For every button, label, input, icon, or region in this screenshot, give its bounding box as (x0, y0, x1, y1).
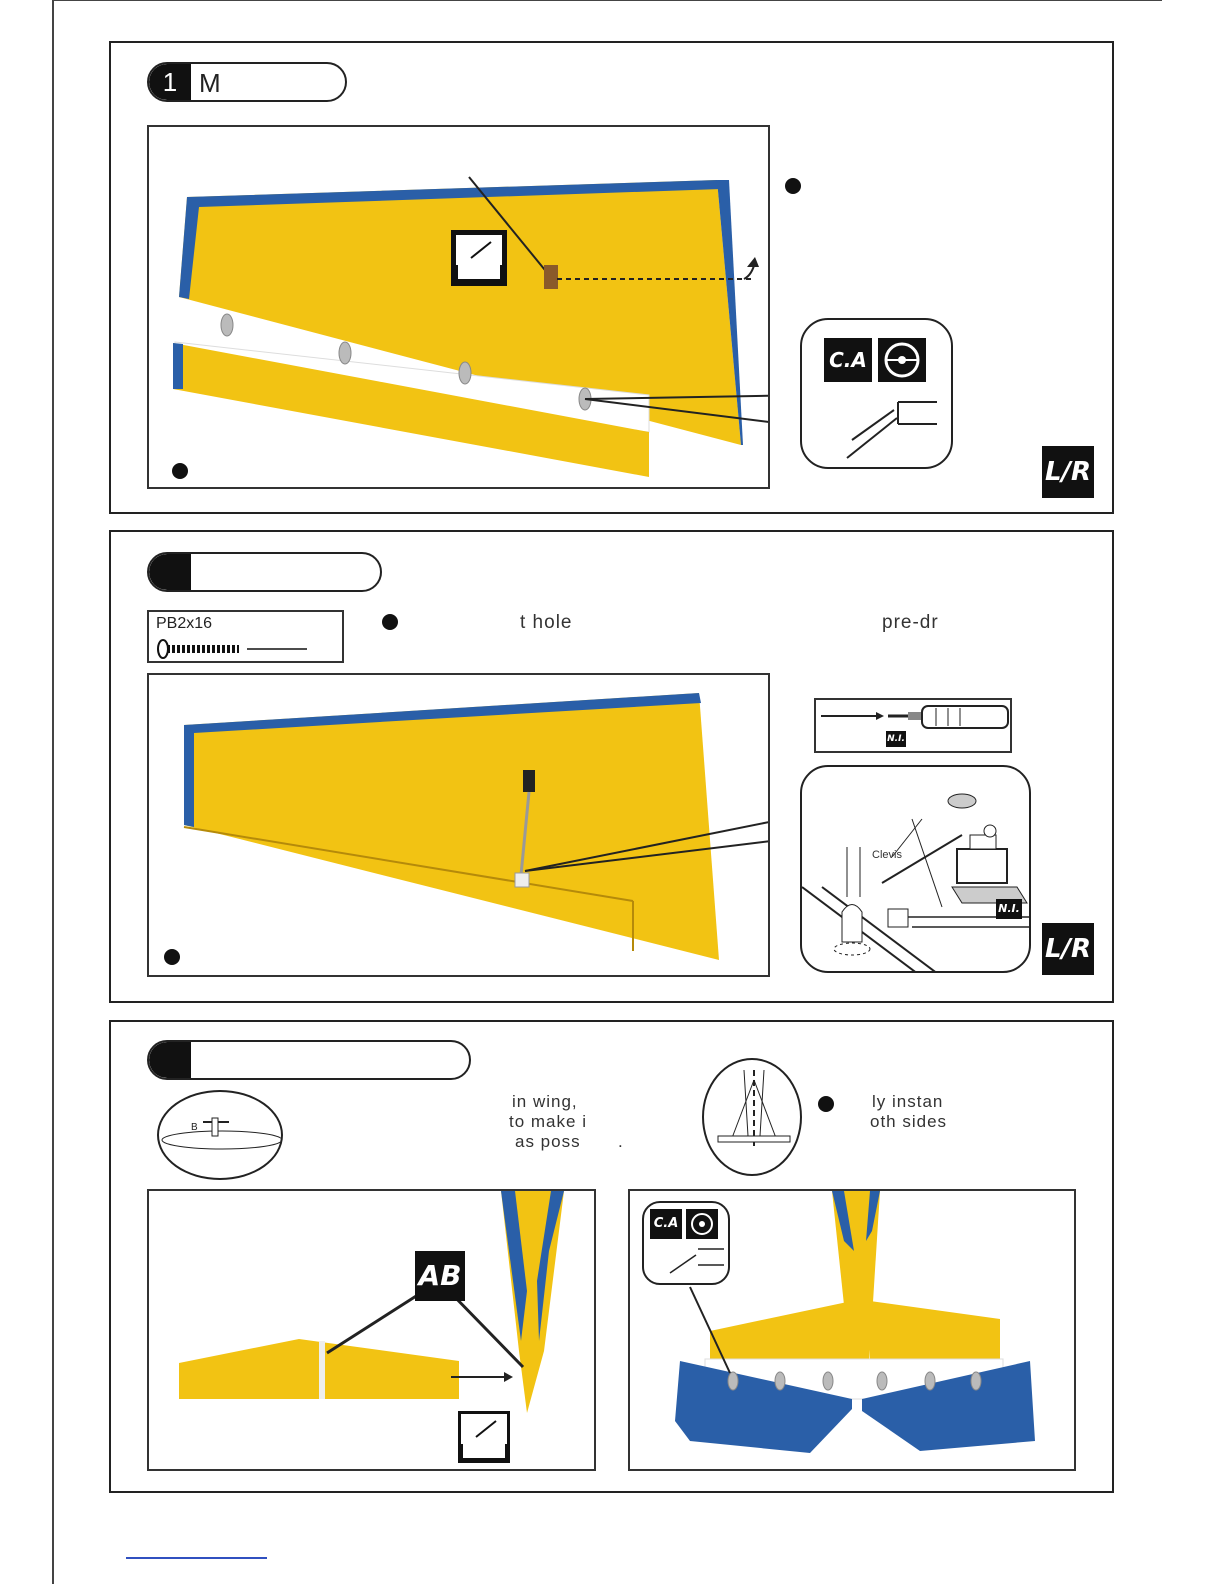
bullet (164, 949, 180, 965)
step-title: M (199, 68, 221, 98)
top-rule (52, 0, 1162, 1)
footer-link-rule (126, 1557, 267, 1559)
glue-icon (451, 230, 507, 286)
left-margin-rule (52, 0, 54, 1584)
left-right-badge: L/R (1042, 446, 1094, 498)
screw-icon (149, 612, 346, 665)
step-2-header (147, 552, 382, 592)
bullet (818, 1096, 834, 1112)
ca-glue-icon: C.A (824, 338, 872, 382)
wing-photo-frame (147, 125, 770, 489)
instruction-line: ly instan (872, 1092, 944, 1111)
servo-linkage-callout (800, 765, 1031, 973)
step-number (149, 1042, 191, 1078)
stabilizer-photo-frame (147, 1189, 596, 1471)
instruction-line: . (618, 1132, 624, 1151)
stabilizer-illustration (149, 1191, 596, 1471)
instruction-line: as poss (515, 1132, 581, 1151)
epoxy-ab-badge: AB (415, 1251, 465, 1301)
bullet (172, 463, 188, 479)
instruction-line: to make i (509, 1112, 587, 1131)
left-right-badge: L/R (1042, 923, 1094, 975)
step-1-header (147, 62, 347, 102)
wing-hinge-illustration (149, 127, 770, 489)
wing-servo-illustration (149, 675, 770, 977)
instruction-text: t hole (520, 612, 573, 633)
ca-glue-icon: C.A (650, 1209, 682, 1239)
servo-diagram-icon (802, 767, 1031, 973)
instruction-line: in wing, (512, 1092, 578, 1111)
bullet (785, 178, 801, 194)
screw-part-label: PB2x16 (156, 615, 213, 632)
step-number (149, 554, 191, 590)
tail-front-view-oval (702, 1058, 802, 1176)
wing-servo-photo-frame (147, 673, 770, 977)
ca-hinge-callout (800, 318, 953, 469)
stab-side-view-oval (157, 1090, 283, 1180)
drill-tool-box (814, 698, 1012, 753)
elevator-photo-frame (628, 1189, 1076, 1471)
instruction-text: pre-dr (882, 612, 939, 633)
ca-hinge-callout (642, 1201, 730, 1285)
not-included-badge: N.I. (996, 899, 1022, 919)
screw-part-box (147, 610, 344, 663)
step-number: 1 (149, 64, 191, 100)
clevis-label: Clevis (872, 849, 902, 861)
bullet (382, 614, 398, 630)
glue-icon (458, 1411, 510, 1463)
step-3-header (147, 1040, 471, 1080)
b-label: B (191, 1122, 198, 1133)
screwdriver-icon (816, 700, 1014, 755)
instruction-line: oth sides (870, 1112, 948, 1131)
not-included-badge: N.I. (886, 731, 906, 747)
